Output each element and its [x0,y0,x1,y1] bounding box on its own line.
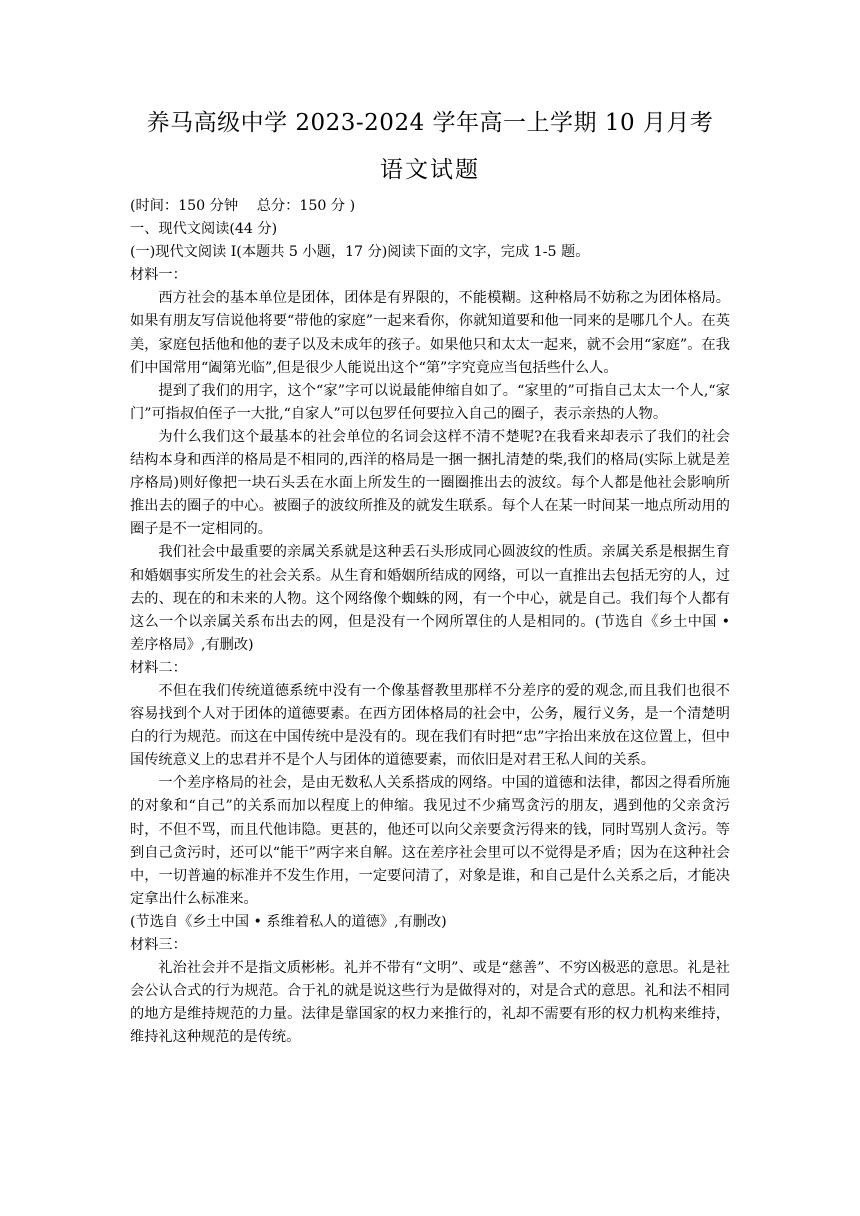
material-2-source: (节选自《乡土中国 • 系维着私人的道德》,有删改) [130,913,447,930]
material-3-label: 材料三： [130,937,187,953]
material-2-label: 材料二： [130,659,187,676]
exam-title: 养马高级中学 2023-2024 学年高一上学期 10 月月考 [146,110,714,136]
section-instruction: (一)现代文阅读 I(本题共 5 小题，17 分)阅读下面的文字，完成 1-5 题。 [130,244,590,261]
time-score-line: (时间：150 分钟 总分：150 分 ) [130,198,356,214]
material-1-paragraph-1: 西方社会的基本单位是团体，团体是有界限的，不能模糊。这种格局不妨称之为团体格局。如果有朋友写信说他将要“带他的家庭”一起来看你，你就知道要和他一同来的是哪几个人。在英美，家庭包括他和他的妻子以及未成年的孩子。如果他只和太太一起来，就不会用“家庭”。在我们中国常用“阖第光临”,但是很少人能说出这个“第”字究竟应当包括些什么人。 [130,290,730,376]
material-2-paragraph-2: 一个差序格局的社会，是由无数私人关系搭成的网络。中国的道德和法律，都因之得看所施的对象和“自己”的关系而加以程度上的伸缩。我见过不少痛骂贪污的朋友，遇到他的父亲贪污时，不但不骂，而且代他讳隐。更甚的，他还可以向父亲要贪污得来的钱，同时骂别人贪污。等到自己贪污时，还可以“能干”两字来自解。这在差序社会里可以不觉得是矛盾；因为在这种社会中，一切普遍的标准并不发生作用，一定要问清了，对象是谁，和自己是什么关系之后，才能决定拿出什么标准来。 [130,775,730,907]
material-3-paragraph-1: 礼治社会并不是指文质彬彬。礼并不带有“文明”、或是“慈善”、不穷凶极恶的意思。礼是社会公认合式的行为规范。合于礼的就是说这些行为是做得对的，对是合式的意思。礼和法不相同的地方是维持规范的力量。法律是靠国家的权力来推行的，礼却不需要有形的权力机构来维持，维持礼这种规范的是传统。 [130,960,730,1046]
material-1-paragraph-4: 我们社会中最重要的亲属关系就是这种丢石头形成同心圆波纹的性质。亲属关系是根据生育和婚姻事实所发生的社会关系。从生育和婚姻所结成的网络，可以一直推出去包括无穷的人，过去的、现在的和未来的人物。这个网络像个蜘蛛的网，有一个中心，就是自己。我们每个人都有这么一个以亲属关系布出去的网，但是没有一个网所罩住的人是相同的。(节选自《乡土中国 • 差序格局》,有删改) [130,544,730,653]
section-heading: 一、现代文阅读(44 分) [130,221,278,238]
material-1-label: 材料一： [130,267,187,284]
material-2-paragraph-1: 不但在我们传统道德系统中没有一个像基督教里那样不分差序的爱的观念,而且我们也很不容易找到个人对于团体的道德要素。在西方团体格局的社会中，公务，履行义务，是一个清楚明白的行为规范。而这在中国传统中是没有的。现在我们有时把“忠”字抬出来放在这位置上，但中国传统意义上的忠君并不是个人与团体的道德要素，而依旧是对君王私人间的关系。 [130,682,730,769]
material-1-paragraph-3: 为什么我们这个最基本的社会单位的名词会这样不清不楚呢?在我看来却表示了我们的社会结构本身和西洋的格局是不相同的,西洋的格局是一捆一捆扎清楚的柴,我们的格局(实际上就是差序格局)则好像把一块石头丢在水面上所发生的一圈圈推出去的波纹。每个人都是他社会影响所推出去的圈子的中心。被圈子的波纹所推及的就发生联系。每个人在某一时间某一地点所动用的圈子是不一定相同的。 [130,428,730,538]
document-body [130,195,730,1049]
exam-subtitle: 语文试题 [380,157,480,183]
material-1-paragraph-2: 提到了我们的用字，这个“家”字可以说最能伸缩自如了。“家里的”可指自己太太一个人,“家门”可指叔伯侄子一大批,“自家人”可以包罗任何要拉入自己的圈子，表示亲热的人物。 [130,382,730,422]
